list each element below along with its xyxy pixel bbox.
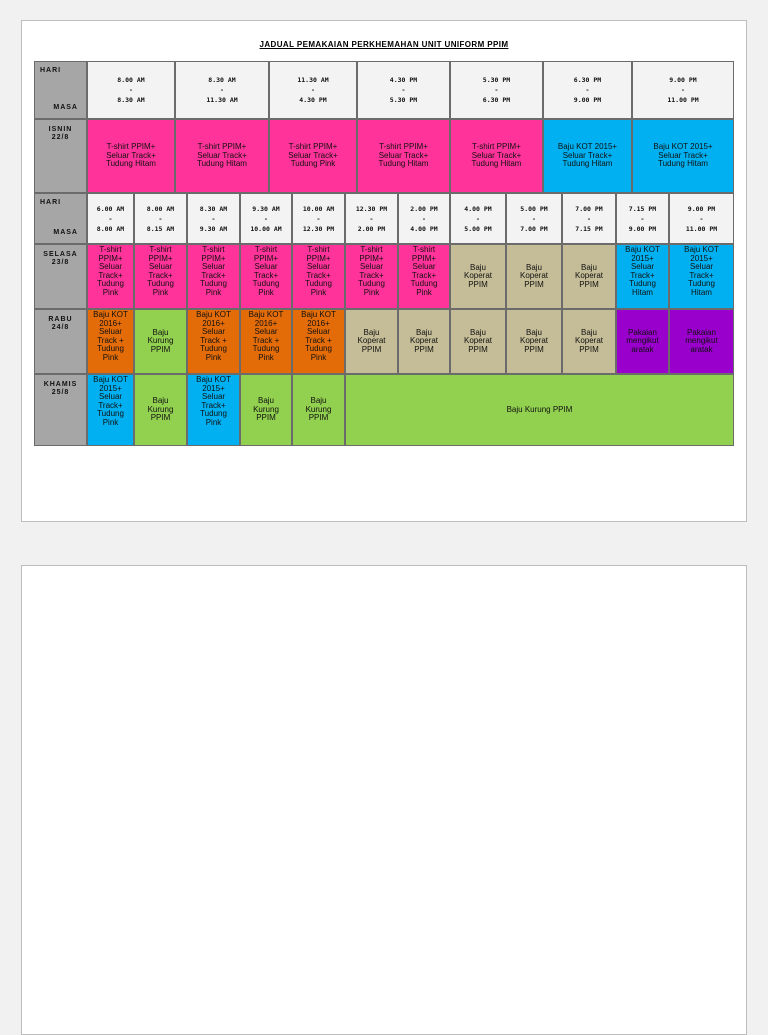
hari-label: HARI xyxy=(40,199,62,206)
cell-text-line: - xyxy=(476,214,480,223)
cell-text-line: 4.30 PM xyxy=(389,76,418,84)
day-khamis xyxy=(34,374,87,446)
cell-text-line: Hitam xyxy=(632,287,653,297)
schedule-cell xyxy=(87,309,134,374)
schedule-cell xyxy=(543,119,632,193)
cell-text-line: Seluar xyxy=(98,262,123,271)
cell-text-line: PPIM+ xyxy=(253,253,279,263)
cell-text-line: SELASA xyxy=(43,251,78,258)
cell-text-line: 8.30 AM xyxy=(199,204,228,213)
cell-text-line: Baju xyxy=(525,262,542,272)
cell-text-line: Baju xyxy=(363,327,380,337)
cell-text-line: Baju KOT xyxy=(625,245,660,254)
cell-text-line: aratak xyxy=(690,344,713,354)
cell-text-line: Koperat xyxy=(463,336,493,346)
cell-text-line: Tudung xyxy=(97,344,124,353)
cell-text-line: - xyxy=(311,86,315,94)
cell-text-line: Tudung xyxy=(252,344,280,353)
cell-text-line: PPIM xyxy=(150,413,171,423)
cell-text-line: Track+ xyxy=(98,270,123,280)
time-slot xyxy=(87,193,134,244)
cell-text-line: - xyxy=(158,214,163,223)
schedule-cell xyxy=(632,119,734,193)
masa-label: MASA xyxy=(53,103,78,111)
cell-text-line: PPIM+ xyxy=(306,253,331,263)
cell-text-line: Tudung xyxy=(200,344,227,353)
cell-text-line: 2015+ xyxy=(631,253,654,263)
cell-text-line: Koperat xyxy=(463,271,493,281)
schedule-cell xyxy=(134,374,187,446)
cell-text-line: 6.30 PM xyxy=(573,76,602,84)
cell-text-line: 9.00 PM xyxy=(573,96,602,104)
cell-text-line: 2016+ xyxy=(254,318,278,328)
cell-text-line: Tudung xyxy=(147,279,174,288)
cell-text-line: Tudung xyxy=(358,279,385,288)
cell-text-line: Baju xyxy=(469,262,486,272)
document-title: JADUAL PEMAKAIAN PERKHEMAHAN UNIT UNIFORM PPIM xyxy=(259,40,509,49)
cell-text-line: T-shirt xyxy=(149,245,172,254)
cell-text-line: 9.00 PM xyxy=(669,76,697,84)
time-slot xyxy=(269,61,357,119)
cell-text-line: Tudung xyxy=(688,279,715,288)
cell-text-line: 2015+ xyxy=(690,253,713,263)
time-slot xyxy=(562,193,616,244)
cell-text-line: Track + xyxy=(97,335,124,345)
schedule-cell xyxy=(450,244,506,309)
schedule-cell xyxy=(669,244,734,309)
time-slot xyxy=(543,61,632,119)
schedule-cell xyxy=(187,309,240,374)
schedule-cell xyxy=(398,244,450,309)
cell-text-line: Pink xyxy=(258,352,274,362)
cell-text-line: 2016+ xyxy=(307,318,330,328)
cell-text-line: Tudung xyxy=(305,279,332,288)
cell-text-line: 9.30 AM xyxy=(252,204,280,213)
cell-text-line: 11.00 PM xyxy=(667,96,699,104)
cell-text-line: 4.30 PM xyxy=(299,96,327,104)
cell-text-line: Tudung Hitam xyxy=(197,159,247,169)
time-slot xyxy=(450,193,506,244)
cell-text-line: Pink xyxy=(152,287,169,297)
schedule-cell xyxy=(345,309,398,374)
schedule-cell xyxy=(292,244,345,309)
day-rabu xyxy=(34,309,87,374)
time-slot xyxy=(450,61,543,119)
cell-text-line: 7.00 PM xyxy=(575,204,603,213)
schedule-cell xyxy=(506,244,562,309)
cell-text-line: Pink xyxy=(102,417,119,427)
cell-text-line: Track+ xyxy=(201,400,226,410)
cell-text-line: Track+ xyxy=(689,270,714,280)
schedule-cell xyxy=(292,374,345,446)
cell-text-line: Seluar xyxy=(98,327,123,336)
schedule-cell xyxy=(240,244,292,309)
document-page-2 xyxy=(21,565,747,1035)
cell-text-line: Pink xyxy=(205,417,222,427)
time-slot xyxy=(616,193,669,244)
schedule-cell xyxy=(240,309,292,374)
cell-text-line: - xyxy=(532,214,536,223)
cell-text-line: T-shirt xyxy=(99,245,122,254)
cell-text-line: Seluar Track+ xyxy=(106,150,156,160)
schedule-cell xyxy=(345,244,398,309)
cell-text-line: Tudung xyxy=(410,279,438,288)
masa-label: MASA xyxy=(53,228,78,236)
cell-text-line: Tudung xyxy=(629,279,656,288)
cell-text-line: Pink xyxy=(205,352,222,362)
cell-text-line: Track + xyxy=(305,335,332,345)
document-page-1 xyxy=(21,20,747,522)
cell-text-line: Pink xyxy=(205,287,222,297)
cell-text-line: Pakaian xyxy=(628,327,657,337)
cell-text-line: 11.30 AM xyxy=(206,96,238,104)
cell-text-line: Baju KOT xyxy=(248,310,284,319)
cell-text-line: Pakaian xyxy=(687,327,716,337)
cell-text-line: Track+ xyxy=(201,270,226,280)
cell-text-line: PPIM xyxy=(150,344,171,354)
cell-text-line: 8.00 AM xyxy=(96,224,125,233)
cell-text-line: - xyxy=(401,86,406,94)
cell-text-line: Track+ xyxy=(359,270,384,280)
cell-text-line: Seluar xyxy=(98,392,123,401)
cell-text-line: Baju KOT 2015+ xyxy=(557,142,618,152)
cell-text-line: Seluar Track+ xyxy=(288,150,338,160)
cell-text-line: Baju xyxy=(257,396,274,406)
cell-text-line: Seluar xyxy=(412,262,436,271)
cell-text-line: Tudung Pink xyxy=(290,159,336,169)
cell-text-line: 8.30 AM xyxy=(117,96,145,104)
cell-text-line: - xyxy=(211,214,216,223)
cell-text-line: 7.15 PM xyxy=(628,204,657,213)
time-slot xyxy=(240,193,292,244)
cell-text-line: PPIM xyxy=(414,344,434,354)
cell-text-line: - xyxy=(369,214,374,223)
cell-text-line: T-shirt PPIM+ xyxy=(197,142,247,152)
cell-text-line: - xyxy=(264,214,268,223)
cell-text-line: 10.00 AM xyxy=(250,224,282,233)
cell-text-line: Seluar Track+ xyxy=(658,150,708,160)
cell-text-line: Kurung xyxy=(147,336,174,346)
time-slot xyxy=(175,61,269,119)
cell-text-line: Track+ xyxy=(630,270,655,280)
cell-text-line: 7.00 PM xyxy=(520,224,548,233)
schedule-cell xyxy=(87,119,175,193)
cell-text-line: Tudung xyxy=(305,344,332,353)
cell-text-line: PPIM+ xyxy=(148,253,173,263)
cell-text-line: 6.00 AM xyxy=(96,204,125,213)
cell-text-line: Tudung xyxy=(200,409,227,418)
cell-text-line: 9.00 PM xyxy=(687,204,716,213)
cell-text-line: Seluar xyxy=(306,262,331,271)
cell-text-line: 4.00 PM xyxy=(464,204,492,213)
cell-text-line: Seluar Track+ xyxy=(471,150,522,160)
day-selasa xyxy=(34,244,87,309)
cell-text-line: Seluar xyxy=(306,327,331,336)
cell-text-line: 6.30 PM xyxy=(482,96,511,104)
cell-text-line: Pink xyxy=(102,287,119,297)
cell-text-line: - xyxy=(108,214,113,223)
cell-text-line: Baju xyxy=(310,396,327,406)
time-slot xyxy=(669,193,734,244)
cell-text-line: Track+ xyxy=(98,400,123,410)
cell-text-line: T-shirt xyxy=(412,245,436,254)
schedule-cell xyxy=(506,309,562,374)
cell-text-line: T-shirt PPIM+ xyxy=(288,142,338,152)
cell-text-line: Baju Kurung PPIM xyxy=(506,404,573,414)
cell-text-line: Seluar xyxy=(689,262,714,271)
cell-text-line: 11.00 PM xyxy=(685,224,718,233)
cell-text-line: - xyxy=(316,214,321,223)
cell-text-line: Track + xyxy=(200,335,227,345)
cell-text-line: 2015+ xyxy=(202,383,225,393)
cell-text-line: Seluar xyxy=(201,262,226,271)
cell-text-line: PPIM xyxy=(468,279,488,289)
schedule-cell xyxy=(616,309,669,374)
cell-text-line: 9.00 PM xyxy=(628,224,657,233)
cell-text-line: 8.00 AM xyxy=(117,76,145,84)
cell-text-line: 8.00 AM xyxy=(146,204,175,213)
day-isnin xyxy=(34,119,87,193)
cell-text-line: 8.15 AM xyxy=(146,224,175,233)
time-slot xyxy=(292,193,345,244)
cell-text-line: PPIM+ xyxy=(98,253,123,263)
cell-text-line: 22/8 xyxy=(51,134,70,141)
cell-text-line: Baju KOT xyxy=(93,375,128,384)
schedule-cell xyxy=(562,309,616,374)
schedule-cell xyxy=(357,119,450,193)
cell-text-line: 5.00 PM xyxy=(464,224,492,233)
cell-text-line: PPIM xyxy=(579,344,599,354)
cell-text-line: PPIM+ xyxy=(359,253,384,263)
cell-text-line: Seluar xyxy=(254,262,278,271)
cell-text-line: Kurung xyxy=(147,404,174,414)
cell-text-line: Tudung xyxy=(97,409,124,418)
cell-text-line: Seluar xyxy=(148,262,173,271)
cell-text-line: - xyxy=(422,214,426,223)
cell-text-line: T-shirt xyxy=(307,245,330,254)
cell-text-line: Track+ xyxy=(411,270,437,280)
cell-text-line: Baju xyxy=(415,327,432,337)
cell-text-line: Hitam xyxy=(691,287,712,297)
cell-text-line: 7.15 PM xyxy=(575,224,603,233)
cell-text-line: Pink xyxy=(258,287,274,297)
cell-text-line: Baju xyxy=(152,327,169,337)
cell-text-line: PPIM xyxy=(361,344,382,354)
cell-text-line: Tudung Hitam xyxy=(562,159,613,169)
cell-text-line: Tudung xyxy=(97,279,124,288)
cell-text-line: Tudung Hitam xyxy=(106,159,156,169)
cell-text-line: 5.00 PM xyxy=(520,204,548,213)
cell-text-line: Baju KOT xyxy=(196,375,231,384)
cell-text-line: 9.30 AM xyxy=(199,224,228,233)
cell-text-line: Kurung xyxy=(253,404,279,414)
cell-text-line: ISNIN xyxy=(48,126,73,133)
cell-text-line: Seluar xyxy=(359,262,384,271)
header-hari-masa xyxy=(34,193,87,244)
cell-text-line: Baju KOT xyxy=(93,310,128,319)
cell-text-line: Track+ xyxy=(253,270,279,280)
cell-text-line: Tudung xyxy=(200,279,227,288)
cell-text-line: RABU xyxy=(48,316,73,323)
schedule-table xyxy=(34,61,734,465)
cell-text-line: 2015+ xyxy=(99,383,122,393)
cell-text-line: PPIM xyxy=(524,279,544,289)
cell-text-line: - xyxy=(585,86,590,94)
time-slot xyxy=(506,193,562,244)
cell-text-line: Pink xyxy=(310,287,327,297)
cell-text-line: 5.30 PM xyxy=(482,76,511,84)
cell-text-line: - xyxy=(699,214,704,223)
cell-text-line: Track + xyxy=(252,335,280,345)
cell-text-line: Track+ xyxy=(306,270,331,280)
cell-text-line: T-shirt xyxy=(254,245,278,254)
cell-text-line: - xyxy=(129,86,133,94)
cell-text-line: Baju xyxy=(525,327,542,337)
schedule-cell xyxy=(187,374,240,446)
cell-text-line: Seluar xyxy=(254,327,278,336)
cell-text-line: - xyxy=(494,86,499,94)
schedule-cell xyxy=(669,309,734,374)
schedule-cell xyxy=(345,374,734,446)
schedule-cell xyxy=(134,244,187,309)
schedule-cell xyxy=(616,244,669,309)
cell-text-line: - xyxy=(681,86,685,94)
schedule-cell xyxy=(450,309,506,374)
cell-text-line: Seluar Track+ xyxy=(562,150,613,160)
schedule-cell xyxy=(175,119,269,193)
time-slot xyxy=(357,61,450,119)
cell-text-line: - xyxy=(640,214,645,223)
cell-text-line: 2016+ xyxy=(99,318,122,328)
cell-text-line: Tudung Hitam xyxy=(471,159,522,169)
cell-text-line: 2.00 PM xyxy=(410,204,438,213)
schedule-cell xyxy=(292,309,345,374)
cell-text-line: 2.00 PM xyxy=(357,224,386,233)
cell-text-line: 24/8 xyxy=(51,324,70,331)
cell-text-line: T-shirt PPIM+ xyxy=(379,142,428,152)
schedule-cell xyxy=(240,374,292,446)
cell-text-line: Koperat xyxy=(357,336,386,346)
cell-text-line: Baju xyxy=(469,327,486,337)
cell-text-line: Seluar Track+ xyxy=(378,150,429,160)
cell-text-line: Baju KOT xyxy=(196,310,231,319)
time-slot xyxy=(398,193,450,244)
cell-text-line: 2016+ xyxy=(202,318,225,328)
cell-text-line: 23/8 xyxy=(51,259,70,266)
time-slot xyxy=(134,193,187,244)
cell-text-line: Tudung Hitam xyxy=(658,159,708,169)
cell-text-line: 4.00 PM xyxy=(410,224,438,233)
cell-text-line: Baju xyxy=(580,327,597,337)
cell-text-line: Seluar xyxy=(630,262,655,271)
cell-text-line: Baju KOT xyxy=(301,310,336,319)
cell-text-line: Seluar xyxy=(201,327,226,336)
schedule-cell xyxy=(450,119,543,193)
cell-text-line: PPIM xyxy=(524,344,544,354)
cell-text-line: 12.30 PM xyxy=(355,204,388,213)
cell-text-line: 25/8 xyxy=(51,389,70,396)
cell-text-line: Tudung Hitam xyxy=(378,159,429,169)
cell-text-line: T-shirt xyxy=(202,245,225,254)
schedule-cell xyxy=(562,244,616,309)
cell-text-line: mengikut xyxy=(685,336,718,346)
cell-text-line: PPIM+ xyxy=(411,253,437,263)
cell-text-line: T-shirt xyxy=(360,245,383,254)
hari-label: HARI xyxy=(40,67,62,74)
cell-text-line: PPIM xyxy=(579,279,599,289)
cell-text-line: mengikut xyxy=(626,336,659,346)
cell-text-line: Track+ xyxy=(148,270,173,280)
schedule-cell xyxy=(187,244,240,309)
schedule-cell xyxy=(269,119,357,193)
cell-text-line: Pink xyxy=(416,287,432,297)
cell-text-line: 8.30 AM xyxy=(208,76,236,84)
cell-text-line: - xyxy=(220,86,224,94)
cell-text-line: 5.30 PM xyxy=(389,96,418,104)
cell-text-line: Koperat xyxy=(574,336,604,346)
cell-text-line: Baju xyxy=(152,396,169,406)
cell-text-line: PPIM xyxy=(468,344,488,354)
cell-text-line: PPIM xyxy=(256,413,276,423)
cell-text-line: Seluar Track+ xyxy=(197,150,247,160)
time-slot xyxy=(632,61,734,119)
cell-text-line: Baju KOT xyxy=(684,245,719,254)
time-slot xyxy=(87,61,175,119)
cell-text-line: Koperat xyxy=(519,271,549,281)
cell-text-line: aratak xyxy=(631,344,654,354)
cell-text-line: T-shirt PPIM+ xyxy=(472,142,521,152)
cell-text-line: Pink xyxy=(310,352,327,362)
cell-text-line: PPIM xyxy=(308,413,329,423)
schedule-cell xyxy=(87,244,134,309)
schedule-cell xyxy=(134,309,187,374)
cell-text-line: Baju KOT 2015+ xyxy=(653,142,713,152)
cell-text-line: T-shirt PPIM+ xyxy=(106,142,156,152)
cell-text-line: PPIM+ xyxy=(201,253,226,263)
schedule-cell xyxy=(398,309,450,374)
cell-text-line: 12.30 PM xyxy=(302,224,335,233)
cell-text-line: 11.30 AM xyxy=(297,76,329,84)
cell-text-line: Kurung xyxy=(305,404,332,414)
cell-text-line: KHAMIS xyxy=(43,381,78,388)
cell-text-line: 10.00 AM xyxy=(302,204,335,213)
cell-text-line: Pink xyxy=(102,352,119,362)
cell-text-line: Baju xyxy=(580,262,597,272)
cell-text-line: - xyxy=(587,214,591,223)
cell-text-line: Tudung xyxy=(252,279,280,288)
cell-text-line: Seluar xyxy=(201,392,226,401)
cell-text-line: Pink xyxy=(363,287,380,297)
header-hari-masa xyxy=(34,61,87,119)
schedule-cell xyxy=(87,374,134,446)
time-slot xyxy=(345,193,398,244)
time-slot xyxy=(187,193,240,244)
cell-text-line: Koperat xyxy=(519,336,549,346)
cell-text-line: Koperat xyxy=(574,271,604,281)
cell-text-line: Koperat xyxy=(409,336,439,346)
